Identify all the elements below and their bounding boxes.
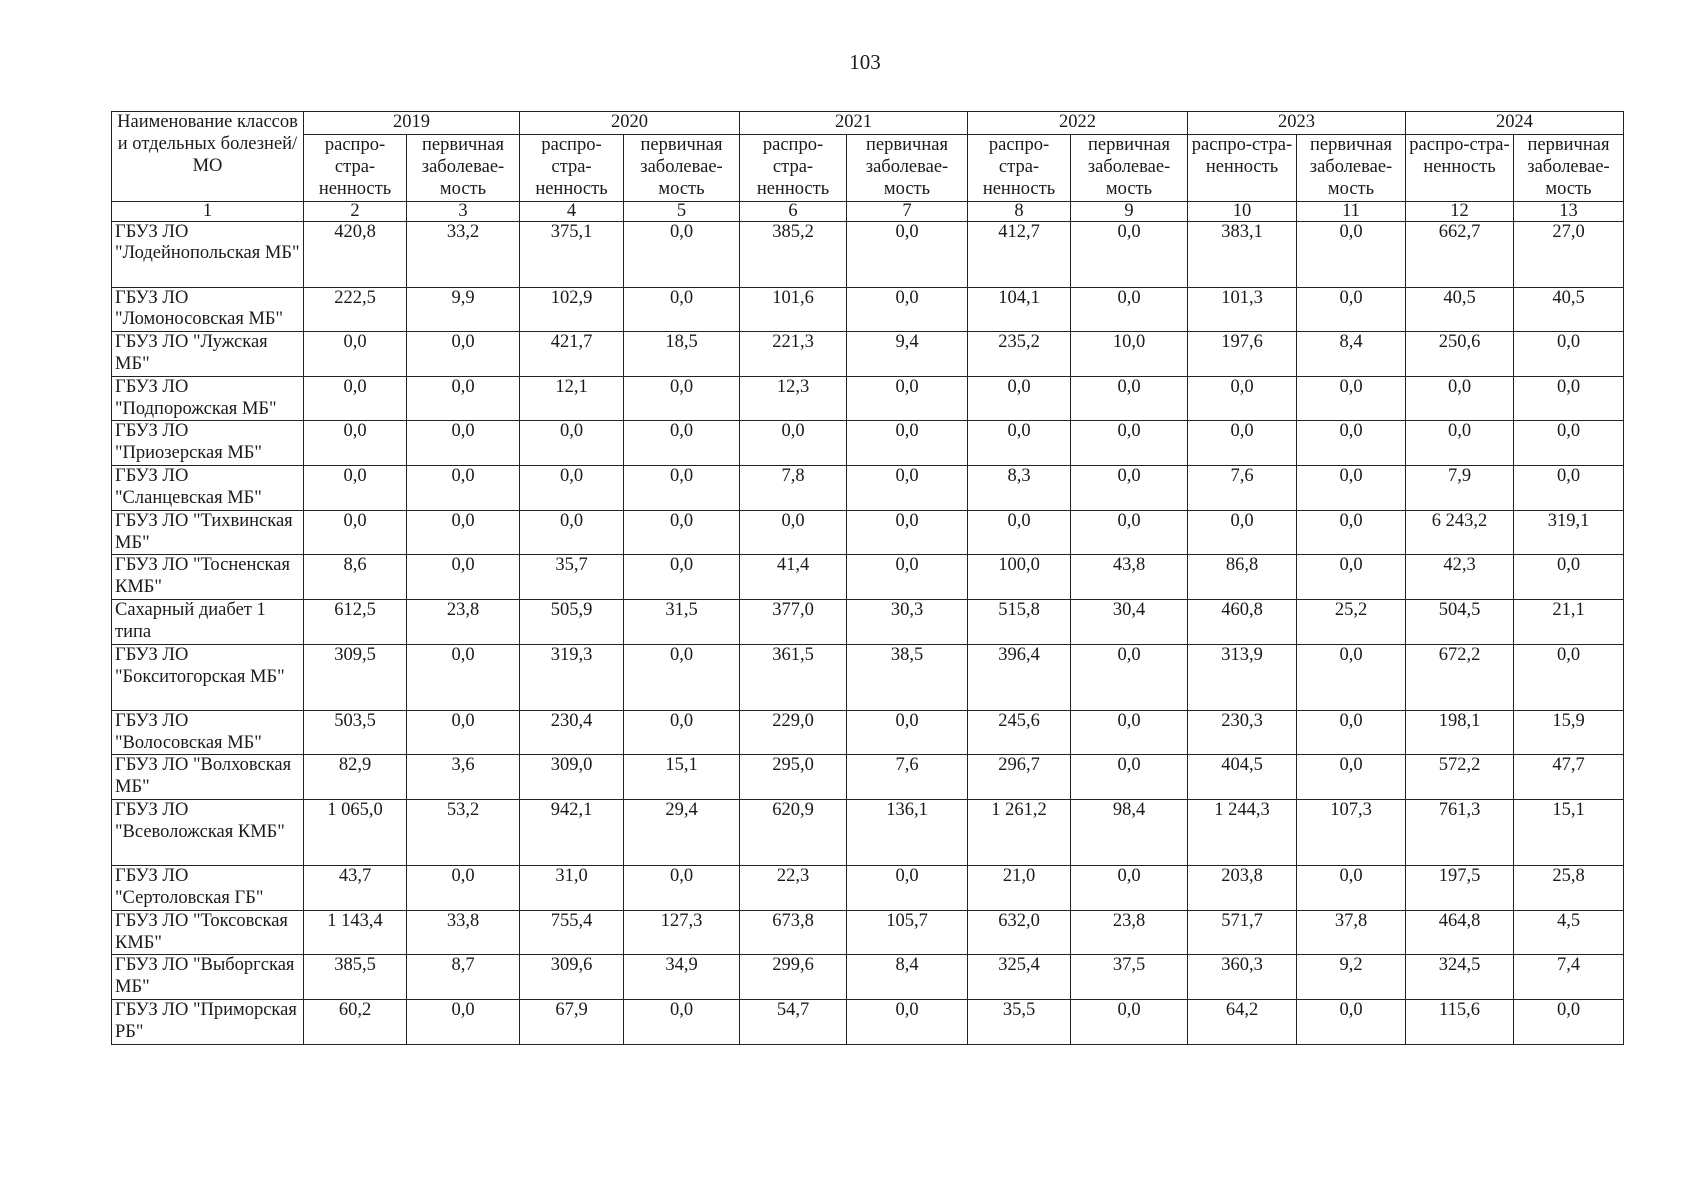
prevalence-value: 12,1 (520, 376, 624, 421)
header-prevalence: распро-стра-ненность (968, 135, 1071, 202)
prevalence-value: 0,0 (520, 466, 624, 511)
prevalence-value: 385,2 (740, 221, 847, 287)
primary-incidence-value: 0,0 (1297, 555, 1406, 600)
header-primary-incidence: первичная заболевае-мость (847, 135, 968, 202)
header-year-row (112, 112, 1624, 135)
primary-incidence-value: 0,0 (407, 1000, 520, 1045)
prevalence-value: 309,6 (520, 955, 624, 1000)
primary-incidence-value: 0,0 (1071, 421, 1188, 466)
primary-incidence-value: 15,1 (624, 755, 740, 800)
prevalence-value: 503,5 (304, 710, 407, 755)
primary-incidence-value: 0,0 (624, 510, 740, 555)
primary-incidence-value: 25,2 (1297, 600, 1406, 645)
primary-incidence-value: 127,3 (624, 910, 740, 955)
primary-incidence-value: 53,2 (407, 800, 520, 866)
prevalence-value: 230,3 (1188, 710, 1297, 755)
column-number: 13 (1514, 202, 1624, 222)
primary-incidence-value: 0,0 (624, 1000, 740, 1045)
primary-incidence-value: 0,0 (847, 287, 968, 332)
prevalence-value: 54,7 (740, 1000, 847, 1045)
prevalence-value: 0,0 (968, 421, 1071, 466)
table-row (112, 376, 1624, 421)
primary-incidence-value: 0,0 (624, 644, 740, 710)
table-row (112, 866, 1624, 911)
header-subcolumn-row (112, 135, 1624, 202)
primary-incidence-value: 0,0 (624, 466, 740, 511)
prevalence-value: 1 065,0 (304, 800, 407, 866)
prevalence-value: 42,3 (1406, 555, 1514, 600)
column-number: 9 (1071, 202, 1188, 222)
primary-incidence-value: 3,6 (407, 755, 520, 800)
primary-incidence-value: 34,9 (624, 955, 740, 1000)
prevalence-value: 12,3 (740, 376, 847, 421)
primary-incidence-value: 8,4 (1297, 332, 1406, 377)
primary-incidence-value: 0,0 (1297, 421, 1406, 466)
primary-incidence-value: 0,0 (1514, 555, 1624, 600)
primary-incidence-value: 0,0 (1071, 221, 1188, 287)
table-row (112, 755, 1624, 800)
column-number: 11 (1297, 202, 1406, 222)
prevalence-value: 620,9 (740, 800, 847, 866)
prevalence-value: 761,3 (1406, 800, 1514, 866)
table-row (112, 421, 1624, 466)
prevalence-value: 319,3 (520, 644, 624, 710)
prevalence-value: 572,2 (1406, 755, 1514, 800)
header-prevalence: распро-стра-ненность (520, 135, 624, 202)
primary-incidence-value: 0,0 (1071, 376, 1188, 421)
prevalence-value: 31,0 (520, 866, 624, 911)
prevalence-value: 662,7 (1406, 221, 1514, 287)
header-primary-incidence: первичная заболевае-мость (1514, 135, 1624, 202)
primary-incidence-value: 0,0 (407, 555, 520, 600)
primary-incidence-value: 0,0 (624, 866, 740, 911)
prevalence-value: 64,2 (1188, 1000, 1297, 1045)
primary-incidence-value: 43,8 (1071, 555, 1188, 600)
primary-incidence-value: 0,0 (847, 710, 968, 755)
header-year: 2019 (304, 112, 520, 135)
primary-incidence-value: 0,0 (1071, 710, 1188, 755)
primary-incidence-value: 0,0 (1297, 376, 1406, 421)
prevalence-value: 101,6 (740, 287, 847, 332)
prevalence-value: 412,7 (968, 221, 1071, 287)
primary-incidence-value: 7,6 (847, 755, 968, 800)
prevalence-value: 464,8 (1406, 910, 1514, 955)
column-number: 1 (112, 202, 304, 222)
row-name: Сахарный диабет 1 типа (112, 600, 304, 645)
prevalence-value: 0,0 (1188, 421, 1297, 466)
primary-incidence-value: 0,0 (847, 466, 968, 511)
primary-incidence-value: 8,4 (847, 955, 968, 1000)
primary-incidence-value: 0,0 (407, 710, 520, 755)
prevalence-value: 102,9 (520, 287, 624, 332)
primary-incidence-value: 0,0 (1514, 1000, 1624, 1045)
prevalence-value: 7,6 (1188, 466, 1297, 511)
prevalence-value: 35,7 (520, 555, 624, 600)
prevalence-value: 0,0 (740, 510, 847, 555)
primary-incidence-value: 4,5 (1514, 910, 1624, 955)
prevalence-value: 100,0 (968, 555, 1071, 600)
prevalence-value: 43,7 (304, 866, 407, 911)
header-primary-incidence: первичная заболевае-мость (407, 135, 520, 202)
prevalence-value: 8,3 (968, 466, 1071, 511)
prevalence-value: 0,0 (520, 421, 624, 466)
prevalence-value: 612,5 (304, 600, 407, 645)
primary-incidence-value: 105,7 (847, 910, 968, 955)
primary-incidence-value: 0,0 (1071, 466, 1188, 511)
primary-incidence-value: 9,2 (1297, 955, 1406, 1000)
prevalence-value: 571,7 (1188, 910, 1297, 955)
prevalence-value: 41,4 (740, 555, 847, 600)
primary-incidence-value: 107,3 (1297, 800, 1406, 866)
prevalence-value: 299,6 (740, 955, 847, 1000)
prevalence-value: 0,0 (968, 510, 1071, 555)
primary-incidence-value: 0,0 (1297, 466, 1406, 511)
prevalence-value: 7,8 (740, 466, 847, 511)
table-row (112, 955, 1624, 1000)
primary-incidence-value: 0,0 (624, 221, 740, 287)
prevalence-value: 0,0 (1406, 421, 1514, 466)
primary-incidence-value: 0,0 (407, 332, 520, 377)
prevalence-value: 755,4 (520, 910, 624, 955)
prevalence-value: 672,2 (1406, 644, 1514, 710)
prevalence-value: 203,8 (1188, 866, 1297, 911)
prevalence-value: 198,1 (1406, 710, 1514, 755)
primary-incidence-value: 0,0 (1297, 866, 1406, 911)
table-row (112, 221, 1624, 287)
row-name: ГБУЗ ЛО "Приозерская МБ" (112, 421, 304, 466)
prevalence-value: 40,5 (1406, 287, 1514, 332)
primary-incidence-value: 0,0 (1514, 644, 1624, 710)
row-name: ГБУЗ ЛО "Сертоловская ГБ" (112, 866, 304, 911)
prevalence-value: 235,2 (968, 332, 1071, 377)
primary-incidence-value: 9,4 (847, 332, 968, 377)
primary-incidence-value: 0,0 (847, 421, 968, 466)
primary-incidence-value: 0,0 (624, 421, 740, 466)
prevalence-value: 942,1 (520, 800, 624, 866)
row-name: ГБУЗ ЛО "Тихвинская МБ" (112, 510, 304, 555)
primary-incidence-value: 33,8 (407, 910, 520, 955)
primary-incidence-value: 23,8 (1071, 910, 1188, 955)
primary-incidence-value: 9,9 (407, 287, 520, 332)
primary-incidence-value: 15,9 (1514, 710, 1624, 755)
prevalence-value: 383,1 (1188, 221, 1297, 287)
primary-incidence-value: 7,4 (1514, 955, 1624, 1000)
header-prevalence: распро-стра-ненность (304, 135, 407, 202)
header-prevalence: распро-стра-ненность (1406, 135, 1514, 202)
primary-incidence-value: 0,0 (624, 710, 740, 755)
primary-incidence-value: 15,1 (1514, 800, 1624, 866)
header-primary-incidence: первичная заболевае-мость (624, 135, 740, 202)
prevalence-value: 221,3 (740, 332, 847, 377)
primary-incidence-value: 18,5 (624, 332, 740, 377)
prevalence-value: 8,6 (304, 555, 407, 600)
primary-incidence-value: 30,4 (1071, 600, 1188, 645)
table-row (112, 555, 1624, 600)
table-row (112, 287, 1624, 332)
primary-incidence-value: 0,0 (1071, 1000, 1188, 1045)
primary-incidence-value: 23,8 (407, 600, 520, 645)
primary-incidence-value: 31,5 (624, 600, 740, 645)
primary-incidence-value: 0,0 (407, 466, 520, 511)
prevalence-value: 296,7 (968, 755, 1071, 800)
primary-incidence-value: 0,0 (1514, 332, 1624, 377)
prevalence-value: 0,0 (304, 466, 407, 511)
row-name: ГБУЗ ЛО "Бокситогорская МБ" (112, 644, 304, 710)
prevalence-value: 0,0 (1188, 510, 1297, 555)
row-name: ГБУЗ ЛО "Подпорожская МБ" (112, 376, 304, 421)
prevalence-value: 86,8 (1188, 555, 1297, 600)
prevalence-value: 0,0 (520, 510, 624, 555)
table-row (112, 644, 1624, 710)
prevalence-value: 361,5 (740, 644, 847, 710)
primary-incidence-value: 10,0 (1071, 332, 1188, 377)
column-number: 12 (1406, 202, 1514, 222)
primary-incidence-value: 40,5 (1514, 287, 1624, 332)
prevalence-value: 222,5 (304, 287, 407, 332)
table-row (112, 910, 1624, 955)
primary-incidence-value: 8,7 (407, 955, 520, 1000)
prevalence-value: 245,6 (968, 710, 1071, 755)
prevalence-value: 22,3 (740, 866, 847, 911)
primary-incidence-value: 319,1 (1514, 510, 1624, 555)
primary-incidence-value: 0,0 (847, 221, 968, 287)
column-number: 5 (624, 202, 740, 222)
prevalence-value: 229,0 (740, 710, 847, 755)
prevalence-value: 396,4 (968, 644, 1071, 710)
prevalence-value: 375,1 (520, 221, 624, 287)
column-number: 2 (304, 202, 407, 222)
primary-incidence-value: 0,0 (407, 376, 520, 421)
primary-incidence-value: 0,0 (1297, 755, 1406, 800)
primary-incidence-value: 0,0 (1514, 421, 1624, 466)
prevalence-value: 460,8 (1188, 600, 1297, 645)
primary-incidence-value: 0,0 (624, 287, 740, 332)
column-number: 4 (520, 202, 624, 222)
header-year: 2021 (740, 112, 968, 135)
column-number: 7 (847, 202, 968, 222)
row-name: ГБУЗ ЛО "Сланцевская МБ" (112, 466, 304, 511)
primary-incidence-value: 30,3 (847, 600, 968, 645)
primary-incidence-value: 136,1 (847, 800, 968, 866)
table-row (112, 710, 1624, 755)
column-number: 8 (968, 202, 1071, 222)
prevalence-value: 377,0 (740, 600, 847, 645)
primary-incidence-value: 0,0 (1071, 287, 1188, 332)
primary-incidence-value: 21,1 (1514, 600, 1624, 645)
prevalence-value: 313,9 (1188, 644, 1297, 710)
prevalence-value: 1 244,3 (1188, 800, 1297, 866)
prevalence-value: 0,0 (304, 421, 407, 466)
prevalence-value: 421,7 (520, 332, 624, 377)
prevalence-value: 0,0 (1188, 376, 1297, 421)
header-prevalence: распро-стра-ненность (1188, 135, 1297, 202)
prevalence-value: 230,4 (520, 710, 624, 755)
prevalence-value: 21,0 (968, 866, 1071, 911)
primary-incidence-value: 0,0 (1297, 1000, 1406, 1045)
table-row (112, 466, 1624, 511)
row-name: ГБУЗ ЛО "Приморская РБ" (112, 1000, 304, 1045)
table-row (112, 332, 1624, 377)
primary-incidence-value: 0,0 (847, 376, 968, 421)
prevalence-value: 309,5 (304, 644, 407, 710)
header-column-numbers (112, 202, 1624, 222)
header-name-column: Наименование классов и отдельных болезней/МО (112, 112, 304, 202)
prevalence-value: 0,0 (304, 376, 407, 421)
primary-incidence-value: 0,0 (1071, 866, 1188, 911)
prevalence-value: 0,0 (1406, 376, 1514, 421)
primary-incidence-value: 0,0 (624, 555, 740, 600)
primary-incidence-value: 0,0 (847, 866, 968, 911)
prevalence-value: 0,0 (968, 376, 1071, 421)
header-year: 2023 (1188, 112, 1406, 135)
prevalence-value: 82,9 (304, 755, 407, 800)
prevalence-value: 1 261,2 (968, 800, 1071, 866)
header-year: 2022 (968, 112, 1188, 135)
row-name: ГБУЗ ЛО "Токсовская КМБ" (112, 910, 304, 955)
prevalence-value: 404,5 (1188, 755, 1297, 800)
prevalence-value: 505,9 (520, 600, 624, 645)
data-table (111, 111, 1624, 1045)
primary-incidence-value: 98,4 (1071, 800, 1188, 866)
primary-incidence-value: 0,0 (1071, 755, 1188, 800)
header-year: 2024 (1406, 112, 1624, 135)
prevalence-value: 324,5 (1406, 955, 1514, 1000)
prevalence-value: 250,6 (1406, 332, 1514, 377)
table-header (112, 112, 1624, 222)
column-number: 3 (407, 202, 520, 222)
primary-incidence-value: 29,4 (624, 800, 740, 866)
row-name: ГБУЗ ЛО "Волосовская МБ" (112, 710, 304, 755)
prevalence-value: 67,9 (520, 1000, 624, 1045)
row-name: ГБУЗ ЛО "Волховская МБ" (112, 755, 304, 800)
prevalence-value: 385,5 (304, 955, 407, 1000)
prevalence-value: 360,3 (1188, 955, 1297, 1000)
prevalence-value: 60,2 (304, 1000, 407, 1045)
table-row (112, 1000, 1624, 1045)
prevalence-value: 0,0 (304, 332, 407, 377)
prevalence-value: 309,0 (520, 755, 624, 800)
primary-incidence-value: 37,8 (1297, 910, 1406, 955)
primary-incidence-value: 0,0 (407, 510, 520, 555)
table-row (112, 600, 1624, 645)
primary-incidence-value: 0,0 (1297, 510, 1406, 555)
prevalence-value: 504,5 (1406, 600, 1514, 645)
column-number: 10 (1188, 202, 1297, 222)
primary-incidence-value: 47,7 (1514, 755, 1624, 800)
table-row (112, 800, 1624, 866)
prevalence-value: 1 143,4 (304, 910, 407, 955)
primary-incidence-value: 0,0 (1297, 221, 1406, 287)
primary-incidence-value: 0,0 (1071, 644, 1188, 710)
row-name: ГБУЗ ЛО "Лужская МБ" (112, 332, 304, 377)
table-body (112, 221, 1624, 1044)
primary-incidence-value: 0,0 (847, 555, 968, 600)
row-name: ГБУЗ ЛО "Лодейнопольская МБ" (112, 221, 304, 287)
header-year: 2020 (520, 112, 740, 135)
prevalence-value: 420,8 (304, 221, 407, 287)
primary-incidence-value: 38,5 (847, 644, 968, 710)
prevalence-value: 7,9 (1406, 466, 1514, 511)
prevalence-value: 197,5 (1406, 866, 1514, 911)
page-number: 103 (849, 50, 881, 74)
row-name: ГБУЗ ЛО "Тосненская КМБ" (112, 555, 304, 600)
prevalence-value: 0,0 (740, 421, 847, 466)
prevalence-value: 673,8 (740, 910, 847, 955)
column-number: 6 (740, 202, 847, 222)
primary-incidence-value: 33,2 (407, 221, 520, 287)
prevalence-value: 104,1 (968, 287, 1071, 332)
prevalence-value: 101,3 (1188, 287, 1297, 332)
prevalence-value: 6 243,2 (1406, 510, 1514, 555)
primary-incidence-value: 0,0 (1071, 510, 1188, 555)
primary-incidence-value: 0,0 (407, 644, 520, 710)
primary-incidence-value: 0,0 (624, 376, 740, 421)
primary-incidence-value: 0,0 (1297, 710, 1406, 755)
primary-incidence-value: 0,0 (1514, 466, 1624, 511)
prevalence-value: 115,6 (1406, 1000, 1514, 1045)
row-name: ГБУЗ ЛО "Выборгская МБ" (112, 955, 304, 1000)
prevalence-value: 515,8 (968, 600, 1071, 645)
primary-incidence-value: 0,0 (1297, 287, 1406, 332)
primary-incidence-value: 0,0 (407, 421, 520, 466)
primary-incidence-value: 0,0 (847, 1000, 968, 1045)
header-primary-incidence: первичная заболевае-мость (1297, 135, 1406, 202)
prevalence-value: 197,6 (1188, 332, 1297, 377)
table-row (112, 510, 1624, 555)
primary-incidence-value: 37,5 (1071, 955, 1188, 1000)
primary-incidence-value: 27,0 (1514, 221, 1624, 287)
primary-incidence-value: 0,0 (1297, 644, 1406, 710)
header-primary-incidence: первичная заболевае-мость (1071, 135, 1188, 202)
prevalence-value: 325,4 (968, 955, 1071, 1000)
primary-incidence-value: 0,0 (407, 866, 520, 911)
primary-incidence-value: 0,0 (847, 510, 968, 555)
header-prevalence: распро-стра-ненность (740, 135, 847, 202)
prevalence-value: 35,5 (968, 1000, 1071, 1045)
prevalence-value: 0,0 (304, 510, 407, 555)
row-name: ГБУЗ ЛО "Ломоносовская МБ" (112, 287, 304, 332)
row-name: ГБУЗ ЛО "Всеволожская КМБ" (112, 800, 304, 866)
prevalence-value: 632,0 (968, 910, 1071, 955)
primary-incidence-value: 0,0 (1514, 376, 1624, 421)
prevalence-value: 295,0 (740, 755, 847, 800)
primary-incidence-value: 25,8 (1514, 866, 1624, 911)
